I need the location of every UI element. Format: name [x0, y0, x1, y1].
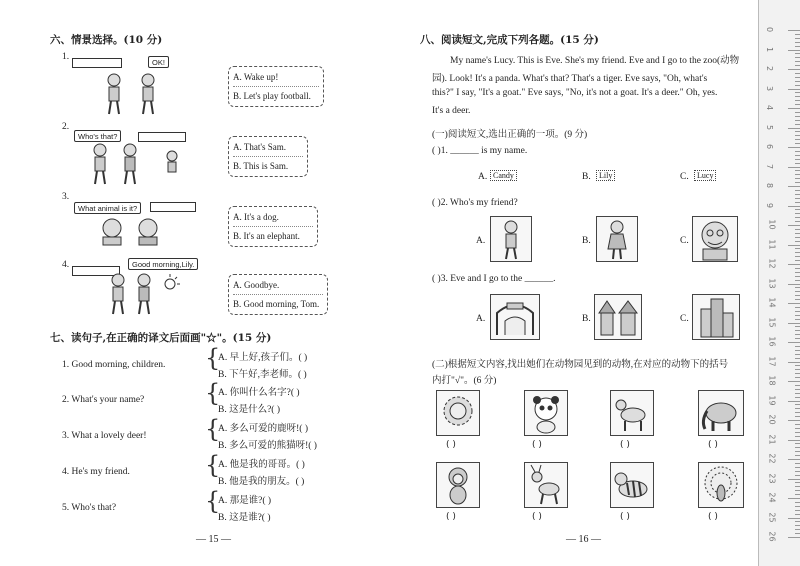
translation-a[interactable]: A. 那是谁?( ) — [218, 496, 272, 506]
ruler-minor-tick — [795, 338, 800, 339]
ruler-minor-tick — [795, 389, 800, 390]
ruler-mark: 9 — [765, 202, 775, 208]
ruler-minor-tick — [795, 96, 800, 97]
boy-picture[interactable] — [490, 216, 532, 262]
answer-paren[interactable]: ( ) — [620, 512, 630, 522]
empty-speech-bubble — [138, 132, 186, 142]
ruler-minor-tick — [795, 202, 800, 203]
translation-b[interactable]: B. 这是什么?( ) — [218, 405, 281, 415]
empty-speech-bubble — [150, 202, 196, 212]
ruler-mark: 11 — [767, 238, 777, 250]
building-picture[interactable] — [692, 294, 740, 340]
ruler-minor-tick — [795, 510, 800, 511]
ruler-minor-tick — [795, 81, 800, 82]
ruler-minor-tick — [795, 139, 800, 140]
ruler-minor-tick — [795, 151, 800, 152]
option-b[interactable]: B. This is Sam. — [233, 161, 289, 171]
ruler-tick — [788, 30, 800, 31]
ruler-mark: 6 — [765, 143, 775, 150]
ruler-mark: 25 — [767, 511, 777, 523]
ruler-tick — [788, 284, 800, 285]
ruler-minor-tick — [795, 221, 800, 222]
ruler-tick — [788, 459, 800, 460]
option-label: C. — [680, 236, 689, 246]
ruler-tick — [788, 518, 800, 519]
answer-paren[interactable]: ( ) — [532, 512, 542, 522]
ruler-mark: 20 — [767, 414, 777, 425]
ruler-minor-tick — [795, 194, 800, 195]
ruler-minor-tick — [795, 334, 800, 335]
option-b[interactable]: B. Good morning, Tom. — [233, 299, 320, 309]
ruler-minor-tick — [795, 135, 800, 136]
translation-a[interactable]: A. 早上好,孩子们。( ) — [218, 353, 308, 363]
subsection-2-title-cont: 内打"√"。(6 分) — [432, 376, 497, 386]
ruler-tick — [788, 401, 800, 402]
brace-icon: { — [205, 379, 221, 407]
ruler-minor-tick — [795, 315, 800, 316]
option-a[interactable]: A. Wake up! — [233, 72, 279, 82]
ruler-minor-tick — [795, 116, 800, 117]
brace-icon: { — [205, 344, 221, 372]
ruler-tick — [788, 245, 800, 246]
answer-paren[interactable]: ( ) — [708, 440, 718, 450]
ruler-minor-tick — [795, 42, 800, 43]
ruler-tick — [788, 89, 800, 90]
ruler-minor-tick — [795, 46, 800, 47]
ruler-tick — [788, 381, 800, 382]
ruler-minor-tick — [795, 170, 800, 171]
kids-illustration — [98, 216, 168, 246]
ruler-minor-tick — [795, 471, 800, 472]
ruler-tick — [788, 420, 800, 421]
option-a[interactable]: A. Goodbye. — [233, 280, 280, 290]
ruler-minor-tick — [795, 190, 800, 191]
ruler-minor-tick — [795, 178, 800, 179]
option-b[interactable]: B. It's an elephant. — [233, 231, 300, 241]
ruler-minor-tick — [795, 124, 800, 125]
ruler-minor-tick — [795, 463, 800, 464]
answer-paren[interactable]: ( ) — [708, 512, 718, 522]
ruler-minor-tick — [795, 432, 800, 433]
question-3[interactable]: ( )3. Eve and I go to the ______. — [432, 274, 556, 284]
ruler-minor-tick — [795, 490, 800, 491]
ruler-minor-tick — [795, 120, 800, 121]
ruler-minor-tick — [795, 393, 800, 394]
options-box — [228, 274, 328, 315]
ruler-minor-tick — [795, 412, 800, 413]
ruler-mark: 22 — [767, 453, 777, 464]
ruler-minor-tick — [795, 34, 800, 35]
option-label: A. — [476, 236, 486, 246]
ruler-mark: 21 — [767, 433, 777, 445]
ruler-minor-tick — [795, 237, 800, 238]
answer-paren[interactable]: ( ) — [446, 512, 456, 522]
ruler-minor-tick — [795, 256, 800, 257]
ruler-minor-tick — [795, 404, 800, 405]
ruler-tick — [788, 147, 800, 148]
ruler-minor-tick — [795, 365, 800, 366]
ruler-mark: 23 — [767, 472, 777, 484]
ruler-minor-tick — [795, 131, 800, 132]
item-number: 3. — [62, 192, 70, 202]
ruler-minor-tick — [795, 330, 800, 331]
ruler-minor-tick — [795, 319, 800, 320]
ruler-mark: 18 — [767, 375, 777, 386]
lion-picture — [436, 390, 480, 436]
speech-bubble: Good morning,Lily. — [128, 258, 198, 270]
ruler-minor-tick — [795, 213, 800, 214]
ruler-tick — [788, 498, 800, 499]
tiger-picture — [610, 462, 654, 508]
ruler-tick — [788, 167, 800, 168]
name-card-lily[interactable]: Lily — [596, 170, 615, 181]
ruler-minor-tick — [795, 295, 800, 296]
subsection-1-title: (一)阅读短文,选出正确的一项。(9 分) — [432, 130, 588, 140]
ruler-minor-tick — [795, 482, 800, 483]
ruler-tick — [788, 362, 800, 363]
ruler-mark: 10 — [767, 219, 777, 230]
brace-icon: { — [205, 415, 221, 443]
ruler-minor-tick — [795, 280, 800, 281]
sentence-2: 2. What's your name? — [62, 395, 145, 405]
kids-illustration — [88, 142, 188, 186]
option-a[interactable]: A. That's Sam. — [233, 142, 286, 152]
ruler-minor-tick — [795, 229, 800, 230]
ruler-tick — [788, 303, 800, 304]
translation-a[interactable]: A. 你叫什么名字?( ) — [218, 388, 300, 398]
translation-a[interactable]: A. 多么可爱的鹿呀!( ) — [218, 424, 308, 434]
option-a[interactable]: A. It's a dog. — [233, 212, 279, 222]
ruler-minor-tick — [795, 416, 800, 417]
ruler-minor-tick — [795, 377, 800, 378]
translation-b[interactable]: B. 他是我的朋友。( ) — [218, 477, 305, 487]
translation-b[interactable]: B. 这是谁?( ) — [218, 513, 271, 523]
ruler-mark: 12 — [767, 258, 777, 269]
options-box — [228, 136, 308, 177]
ruler-minor-tick — [795, 529, 800, 530]
question-1[interactable]: ( )1. ______ is my name. — [432, 146, 528, 156]
ruler-tick — [788, 225, 800, 226]
sentence-4: 4. He's my friend. — [62, 467, 130, 477]
ruler-minor-tick — [795, 112, 800, 113]
ruler-minor-tick — [795, 159, 800, 160]
ruler-minor-tick — [795, 408, 800, 409]
ruler-minor-tick — [795, 100, 800, 101]
ruler-minor-tick — [795, 57, 800, 58]
translation-b[interactable]: B. 多么可爱的熊猫呀!( ) — [218, 441, 317, 451]
ruler-mark: 8 — [765, 182, 775, 189]
ruler-mark: 4 — [765, 104, 775, 111]
ruler-minor-tick — [795, 217, 800, 218]
passage-line-1: My name's Lucy. This is Eve. She's my friend. Eve and I go to the zoo(动物 — [450, 56, 740, 66]
passage-line-2: 园). Look! It's a panda. What's that? That's a tiger. Eve says, "Oh, what's — [432, 74, 708, 84]
ruler-minor-tick — [795, 61, 800, 62]
ruler-minor-tick — [795, 369, 800, 370]
ruler-minor-tick — [795, 276, 800, 277]
options-box — [228, 206, 318, 247]
ruler-minor-tick — [795, 428, 800, 429]
ruler-minor-tick — [795, 447, 800, 448]
ruler-minor-tick — [795, 272, 800, 273]
kids-illustration — [100, 72, 170, 118]
sentence-1: 1. Good morning, children. — [62, 360, 166, 370]
passage-line-4: It's a deer. — [432, 106, 471, 116]
ruler-minor-tick — [795, 436, 800, 437]
ruler-minor-tick — [795, 198, 800, 199]
ruler-minor-tick — [795, 65, 800, 66]
ruler-minor-tick — [795, 268, 800, 269]
ruler-minor-tick — [795, 307, 800, 308]
ruler-minor-tick — [795, 502, 800, 503]
ruler-minor-tick — [795, 514, 800, 515]
sentence-3: 3. What a lovely deer! — [62, 431, 147, 441]
ruler-minor-tick — [795, 92, 800, 93]
name-card-candy[interactable]: Candy — [490, 170, 517, 181]
sentence-5: 5. Who's that? — [62, 503, 117, 513]
page-number: — 15 — — [196, 534, 231, 545]
ruler-minor-tick — [795, 291, 800, 292]
section7-title: 七、读句子,在正确的译文后面画"☆"。(15 分) — [50, 332, 272, 344]
peacock-picture — [698, 462, 744, 508]
option-label: A. — [476, 314, 486, 324]
deer-picture — [524, 462, 568, 508]
ruler-minor-tick — [795, 248, 800, 249]
ruler-minor-tick — [795, 525, 800, 526]
ruler-minor-tick — [795, 77, 800, 78]
speech-bubble: What animal is it? — [74, 202, 141, 214]
ruler-minor-tick — [795, 506, 800, 507]
ruler-mark: 7 — [765, 163, 775, 169]
ruler-minor-tick — [795, 397, 800, 398]
name-card-lucy[interactable]: Lucy — [694, 170, 716, 181]
passage-line-3: this?" I say, "It's a goat." Eve says, "No, it's not a goat. It's a deer." Oh, yes. — [432, 88, 718, 98]
answer-paren[interactable]: ( ) — [620, 440, 630, 450]
ruler-minor-tick — [795, 299, 800, 300]
ruler-minor-tick — [795, 38, 800, 39]
ruler-minor-tick — [795, 233, 800, 234]
ruler-tick — [788, 108, 800, 109]
ruler-tick — [788, 440, 800, 441]
ruler-mark: 16 — [767, 336, 777, 347]
translation-a[interactable]: A. 他是我的哥哥。( ) — [218, 460, 305, 470]
option-label: B. — [582, 236, 591, 246]
ruler-minor-tick — [795, 354, 800, 355]
brace-icon: { — [205, 487, 221, 515]
ruler-minor-tick — [795, 358, 800, 359]
ruler-minor-tick — [795, 104, 800, 105]
ruler-tick — [788, 323, 800, 324]
ruler-tick — [788, 50, 800, 51]
options-box — [228, 66, 324, 107]
zoo-picture[interactable] — [490, 294, 540, 340]
empty-speech-bubble — [72, 58, 122, 68]
option-label: B. — [582, 172, 591, 182]
ruler-mark: 15 — [767, 316, 777, 328]
ruler-minor-tick — [795, 53, 800, 54]
ruler-tick — [788, 206, 800, 207]
ruler-minor-tick — [795, 260, 800, 261]
speech-bubble: Who's that? — [74, 130, 121, 142]
goat-picture — [610, 390, 654, 436]
ruler-minor-tick — [795, 85, 800, 86]
section8-title: 八、阅读短文,完成下列各题。(15 分) — [420, 34, 599, 46]
side-ruler — [758, 0, 800, 566]
ruler-mark: 19 — [767, 394, 777, 406]
girl-picture[interactable] — [596, 216, 638, 262]
ruler-minor-tick — [795, 252, 800, 253]
ruler-minor-tick — [795, 163, 800, 164]
item-number: 4. — [62, 260, 70, 270]
ruler-minor-tick — [795, 521, 800, 522]
ruler-minor-tick — [795, 73, 800, 74]
ruler-minor-tick — [795, 451, 800, 452]
ruler-mark: 1 — [765, 46, 775, 52]
ruler-minor-tick — [795, 467, 800, 468]
elephant-picture — [698, 390, 744, 436]
ruler-mark: 2 — [765, 65, 775, 72]
option-b[interactable]: B. Let's play football. — [233, 91, 311, 101]
ruler-mark: 13 — [767, 277, 777, 289]
speech-bubble: OK! — [148, 56, 169, 68]
monkey-picture — [436, 462, 480, 508]
answer-paren[interactable]: ( ) — [446, 440, 456, 450]
brace-icon: { — [205, 451, 221, 479]
ruler-minor-tick — [795, 475, 800, 476]
ruler-minor-tick — [795, 455, 800, 456]
ruler-minor-tick — [795, 494, 800, 495]
ruler-tick — [788, 537, 800, 538]
panda-picture — [524, 390, 568, 436]
ruler-minor-tick — [795, 533, 800, 534]
ruler-minor-tick — [795, 287, 800, 288]
item-number: 2. — [62, 122, 70, 132]
page-number: — 16 — — [566, 534, 601, 545]
ruler-mark: 24 — [767, 492, 777, 503]
park-picture[interactable] — [594, 294, 642, 340]
option-label: C. — [680, 172, 689, 182]
ruler-minor-tick — [795, 143, 800, 144]
option-label: B. — [582, 314, 591, 324]
option-label: C. — [680, 314, 689, 324]
ruler-mark: 14 — [767, 297, 777, 308]
ruler-minor-tick — [795, 326, 800, 327]
ruler-mark: 5 — [765, 124, 775, 130]
ruler-minor-tick — [795, 241, 800, 242]
ruler-minor-tick — [795, 385, 800, 386]
ruler-minor-tick — [795, 350, 800, 351]
kids-illustration — [108, 272, 184, 316]
ruler-minor-tick — [795, 373, 800, 374]
ruler-minor-tick — [795, 486, 800, 487]
option-label: A. — [478, 172, 488, 182]
answer-paren[interactable]: ( ) — [532, 440, 542, 450]
ruler-mark: 26 — [767, 531, 777, 542]
item-number: 1. — [62, 52, 70, 62]
ruler-mark: 17 — [767, 355, 777, 367]
ruler-minor-tick — [795, 443, 800, 444]
ruler-tick — [788, 69, 800, 70]
ruler-mark: 0 — [765, 26, 775, 33]
ruler-minor-tick — [795, 424, 800, 425]
ruler-mark: 3 — [765, 85, 775, 91]
ruler-tick — [788, 479, 800, 480]
ruler-minor-tick — [795, 311, 800, 312]
ruler-tick — [788, 128, 800, 129]
ruler-minor-tick — [795, 209, 800, 210]
ruler-tick — [788, 186, 800, 187]
translation-b[interactable]: B. 下午好,李老师。( ) — [218, 370, 307, 380]
question-2[interactable]: ( )2. Who's my friend? — [432, 198, 518, 208]
ruler-tick — [788, 264, 800, 265]
ruler-minor-tick — [795, 182, 800, 183]
grandpa-picture[interactable] — [692, 216, 738, 262]
ruler-minor-tick — [795, 346, 800, 347]
ruler-tick — [788, 342, 800, 343]
ruler-minor-tick — [795, 155, 800, 156]
subsection-2-title: (二)根据短文内容,找出她们在动物园见到的动物,在对应的动物下的括号 — [432, 360, 729, 370]
ruler-minor-tick — [795, 174, 800, 175]
section6-title: 六、情景选择。(10 分) — [50, 34, 163, 46]
